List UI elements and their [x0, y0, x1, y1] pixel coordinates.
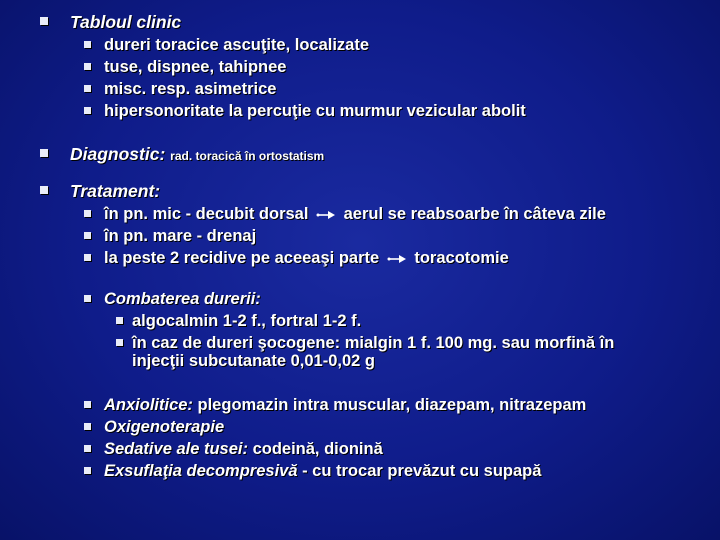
- list-item-continuation: injecţii subcutanate 0,01-0,02 g: [132, 352, 376, 370]
- list-item: tuse, dispnee, tahipnee: [104, 58, 287, 76]
- subsection-title-combaterea: Combaterea durerii:: [104, 290, 261, 308]
- square-bullet-icon: [84, 107, 91, 114]
- diagnostic-line: [70, 144, 324, 166]
- right-arrow-icon: [316, 209, 336, 221]
- square-bullet-icon: [40, 17, 48, 25]
- list-item: hipersonoritate la percuţie cu murmur vezicular abolit: [104, 102, 526, 120]
- square-bullet-icon: [84, 467, 91, 474]
- list-item: în pn. mare - drenaj: [104, 227, 257, 245]
- diagnostic-label: Diagnostic:: [70, 144, 166, 164]
- list-item: [104, 417, 224, 437]
- square-bullet-icon: [84, 63, 91, 70]
- item-label: Sedative ale tusei:: [104, 440, 248, 458]
- list-item: [104, 461, 541, 481]
- square-bullet-icon: [116, 317, 123, 324]
- diagnostic-detail: rad. toracică în ortostatism: [170, 149, 325, 163]
- item-label: Oxigenoterapie: [104, 418, 225, 436]
- list-item: în caz de dureri şocogene: mialgin 1 f. 100 mg. sau morfină în: [132, 334, 615, 352]
- square-bullet-icon: [84, 254, 91, 261]
- item-label: Exsuflaţia decompresivă: [104, 462, 298, 480]
- item-text: la peste 2 recidive pe aceeaşi parte: [104, 249, 380, 267]
- item-label: Anxiolitice:: [104, 396, 193, 414]
- square-bullet-icon: [84, 41, 91, 48]
- list-item: [104, 395, 586, 415]
- square-bullet-icon: [40, 186, 48, 194]
- item-text: codeină, dionină: [247, 440, 383, 458]
- square-bullet-icon: [84, 423, 91, 430]
- square-bullet-icon: [84, 401, 91, 408]
- list-item: dureri toracice ascuţite, localizate: [104, 36, 370, 54]
- item-text: - cu trocar prevăzut cu supapă: [297, 462, 542, 480]
- section-title-tablou: Tabloul clinic: [70, 12, 182, 32]
- square-bullet-icon: [40, 149, 48, 157]
- list-item: [104, 248, 509, 268]
- list-item: [104, 439, 383, 459]
- square-bullet-icon: [116, 339, 123, 346]
- right-arrow-icon: [387, 253, 407, 265]
- square-bullet-icon: [84, 210, 91, 217]
- list-item: [104, 204, 606, 224]
- item-result: toracotomie: [414, 249, 509, 267]
- list-item: misc. resp. asimetrice: [104, 80, 277, 98]
- item-result: aerul se reabsoarbe în câteva zile: [343, 205, 606, 223]
- square-bullet-icon: [84, 232, 91, 239]
- square-bullet-icon: [84, 445, 91, 452]
- item-text: în pn. mic - decubit dorsal: [104, 205, 309, 223]
- square-bullet-icon: [84, 295, 91, 302]
- item-text: plegomazin intra muscular, diazepam, nitrazepam: [192, 396, 587, 414]
- square-bullet-icon: [84, 85, 91, 92]
- list-item: algocalmin 1-2 f., fortral 1-2 f.: [132, 312, 362, 330]
- section-title-tratament: Tratament:: [70, 181, 161, 201]
